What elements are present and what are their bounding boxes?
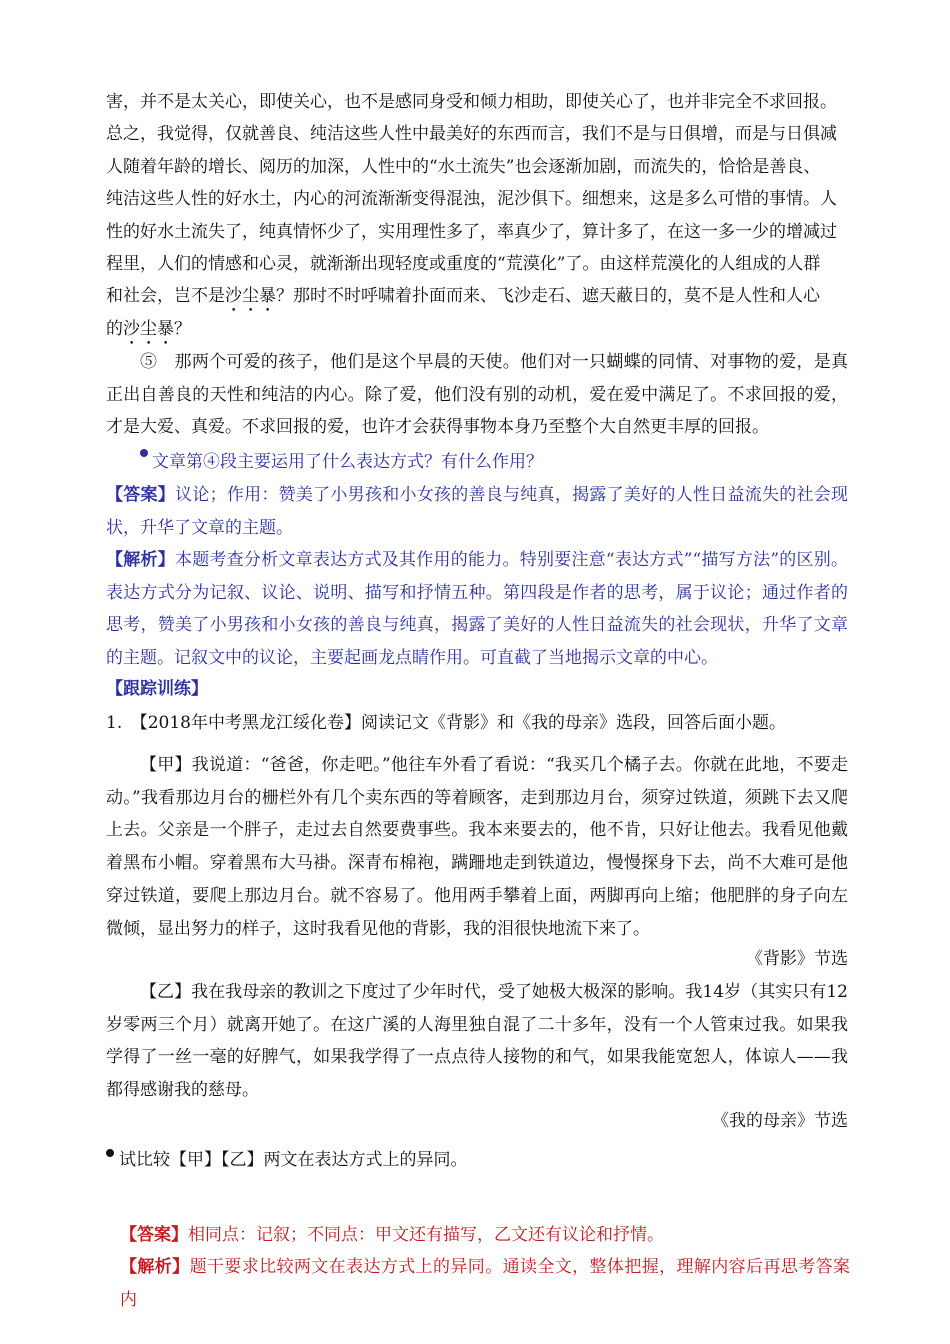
passage-jia-source: 《背影》节选 (746, 949, 848, 969)
text-run: 的 (106, 319, 123, 339)
paragraph-5: ⑤ 那两个可爱的孩子，他们是这个早晨的天使。他们对一只蝴蝶的同情、对事物的爱，是真正出自善良的天性和纯洁的内心。除了爱，他们没有别的动机，爱在爱中满足了。不求回报的爱，才是大爱、真爱。不求回报的爱，也许才会获得事物本身乃至整个大自然更丰厚的回报。 (106, 352, 848, 438)
paragraph-4-line: 纯洁这些人性的好水土，内心的河流渐渐变得混浊，泥沙俱下。细想来，这是多么可惜的事情。人 (106, 189, 837, 209)
question-1: 文章第④段主要运用了什么表达方式？有什么作用？ (152, 452, 543, 472)
paragraph-4-line: 害，并不是太关心，即使关心，也不是感同身受和倾力相助，即使关心了，也并非完全不求回报。 (106, 92, 837, 112)
question-2: 试比较【甲】【乙】两文在表达方式上的异同。 (119, 1150, 468, 1170)
answer-2 (120, 1219, 848, 1252)
emphasized-text: 沙尘暴 (225, 286, 276, 306)
answer-text: 相同点：记叙；不同点：甲文还有描写，乙文还有议论和抒情。 (188, 1225, 664, 1245)
passage-yi: 【乙】我在我母亲的教训之下度过了少年时代，受了她极大极深的影响。我14岁（其实只有12岁零两三个月）就离开她了。在这广溪的人海里独自混了二十多年，没有一个人管束过我。如果我学得了一丝一毫的好脾气，如果我学得了一点点待人接物的和气，如果我能宽恕人，体谅人——我都得感谢我的慈母。 (106, 982, 848, 1101)
analysis-tag: 【解析】 (106, 550, 175, 570)
paragraph-4-line: 人随着年龄的增长、阅历的加深，人性中的“水土流失”也会逐渐加剧，而流失的，恰恰是善良、 (106, 157, 821, 177)
analysis-tag: 【解析】 (120, 1257, 190, 1277)
paragraph-4-line: 程里，人们的情感和心灵，就渐渐出现轻度或重度的“荒漠化”了。由这样荒漠化的人组成的人群 (106, 254, 821, 274)
emphasized-text: 沙尘暴 (123, 319, 174, 339)
paragraph-4-line: 性的好水土流失了，纯真情怀少了，实用理性多了，率真少了，算计多了，在这一多一少的增减过 (106, 222, 837, 242)
analysis-2 (120, 1251, 850, 1316)
analysis-1 (106, 544, 848, 675)
answer-tag: 【答案】 (120, 1225, 188, 1245)
passage-jia: 【甲】我说道：“爸爸，你走吧。”他往车外看了看说：“我买几个橘子去。你就在此地，不要走动。”我看那边月台的栅栏外有几个卖东西的等着顾客，走到那边月台，须穿过铁道，须跳下去又爬上去。父亲是一个胖子，走过去自然要费事些。我本来要去的，他不肯，只好让他去。我看见他戴着黑布小帽。穿着黑布大马褂。深青布棉袍，蹒跚地走到铁道边，慢慢探身下去，尚不大难可是他穿过铁道，要爬上那边月台。就不容易了。他用两手攀着上面，两脚再向上缩；他肥胖的身子向左微倾，显出努力的样子，这时我看见他的背影，我的泪很快地流下来了。 (106, 755, 848, 939)
text-run: 和社会，岂不是 (106, 286, 225, 306)
passage-yi-source: 《我的母亲》节选 (712, 1111, 848, 1131)
text-run: ？ (174, 319, 191, 339)
answer-text: 议论；作用：赞美了小男孩和小女孩的善良与纯真，揭露了美好的人性日益流失的社会现状，升华了文章的主题。 (106, 485, 849, 538)
paragraph-4-line (106, 280, 848, 316)
bullet-icon (106, 1149, 114, 1157)
paragraph-4-line (106, 313, 848, 349)
practice-question-intro: 1. 【2018年中考黑龙江绥化卷】阅读记文《背影》和《我的母亲》选段，回答后面小题。 (106, 713, 786, 733)
practice-heading: 【跟踪训练】 (106, 679, 208, 699)
analysis-text: 本题考查分析文章表达方式及其作用的能力。特别要注意“表达方式”“描写方法”的区别。表达方式分为记叙、议论、说明、描写和抒情五种。第四段是作者的思考，属于议论；通过作者的思考，赞美了小男孩和小女孩的善良与纯真，揭露了美好的人性日益流失的社会现状，升华了文章的主题。记叙文中的议论，主要起画龙点睛作用。可直截了当地揭示文章的中心。 (106, 550, 848, 669)
answer-tag: 【答案】 (106, 485, 176, 505)
answer-1 (106, 479, 848, 544)
paragraph-4-line: 总之，我觉得，仅就善良、纯洁这些人性中最美好的东西而言，我们不是与日俱增，而是与日俱减 (106, 124, 837, 144)
bullet-icon (140, 449, 148, 457)
text-run: ？那时不时呼啸着扑面而来、飞沙走石、遮天蔽日的，莫不是人性和人心 (276, 286, 820, 306)
analysis-text: 题干要求比较两文在表达方式上的异同。通读全文，整体把握，理解内容后再思考答案内 (120, 1257, 850, 1310)
